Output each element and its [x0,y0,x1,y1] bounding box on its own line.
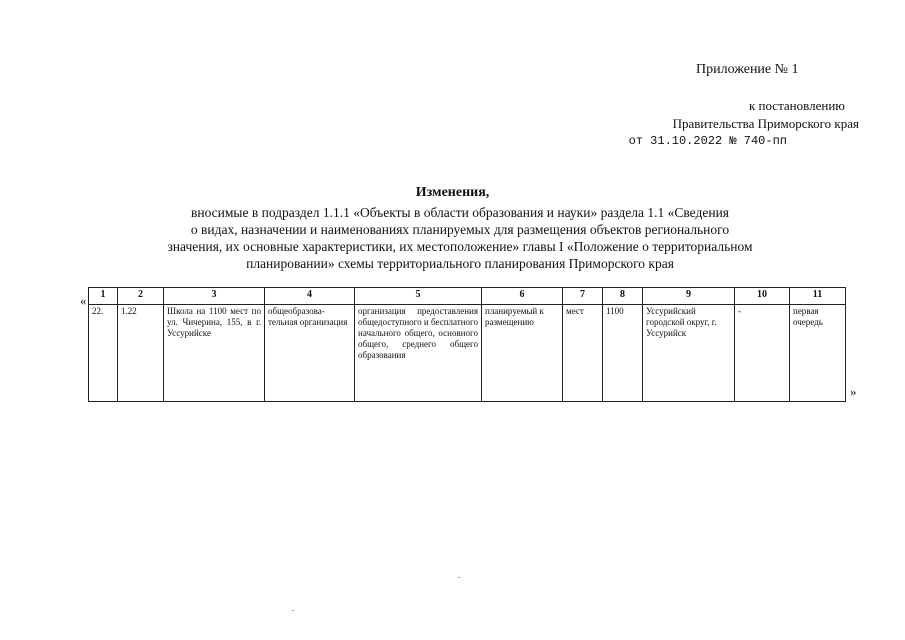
cell-unit: мест [563,305,603,402]
cell-location: Уссурийский городской округ, г. Уссурийск [643,305,735,402]
column-header: 9 [643,288,735,305]
document-title: Изменения, [415,185,490,200]
objects-table [88,287,846,402]
cell-code: 1.22 [118,305,164,402]
government-name: Правительства Приморского края [672,116,859,131]
column-header: 3 [164,288,265,305]
subtitle-line: о видах, назначении и наименованиях планируемых для размещения объектов регионального [190,222,730,237]
appendix-title: Приложение № 1 [696,62,799,77]
column-header: 4 [265,288,355,305]
table-header-row [89,288,846,305]
column-header: 8 [603,288,643,305]
cell-type: общеобразова-тельная организация [265,305,355,402]
table-row [89,305,846,402]
document-subtitle [110,204,810,272]
column-header: 6 [482,288,563,305]
column-header: 7 [563,288,603,305]
column-header: 10 [735,288,790,305]
opening-quote: « [80,293,87,308]
column-header: 1 [89,288,118,305]
column-header: 11 [790,288,846,305]
column-header: 5 [355,288,482,305]
cell-object-name: Школа на 1100 мест по ул. Чичерина, 155, в г. Уссурийске [164,305,265,402]
cell-zone: - [735,305,790,402]
scan-speck [292,610,294,611]
decree-reference: к постановлению [748,98,845,113]
subtitle-line: планировании» схемы территориального планирования Приморского края [246,256,674,271]
cell-capacity: 1100 [603,305,643,402]
cell-number: 22. [89,305,118,402]
scan-speck [458,577,460,578]
cell-status: планируемый к размещению [482,305,563,402]
column-header: 2 [118,288,164,305]
cell-purpose: организация предоставления общедоступного и бесплатного начального общего, основного общего, среднего общего образования [355,305,482,402]
cell-stage: первая очередь [790,305,846,402]
subtitle-line: значения, их основные характеристики, их местоположение» главы I «Положение о территориальном [167,239,753,254]
subtitle-line: вносимые в подраздел 1.1.1 «Объекты в области образования и науки» раздела 1.1 «Сведения [190,205,730,220]
closing-quote: » [850,384,857,399]
decree-date-number: от 31.10.2022 № 740-пп [628,134,787,148]
